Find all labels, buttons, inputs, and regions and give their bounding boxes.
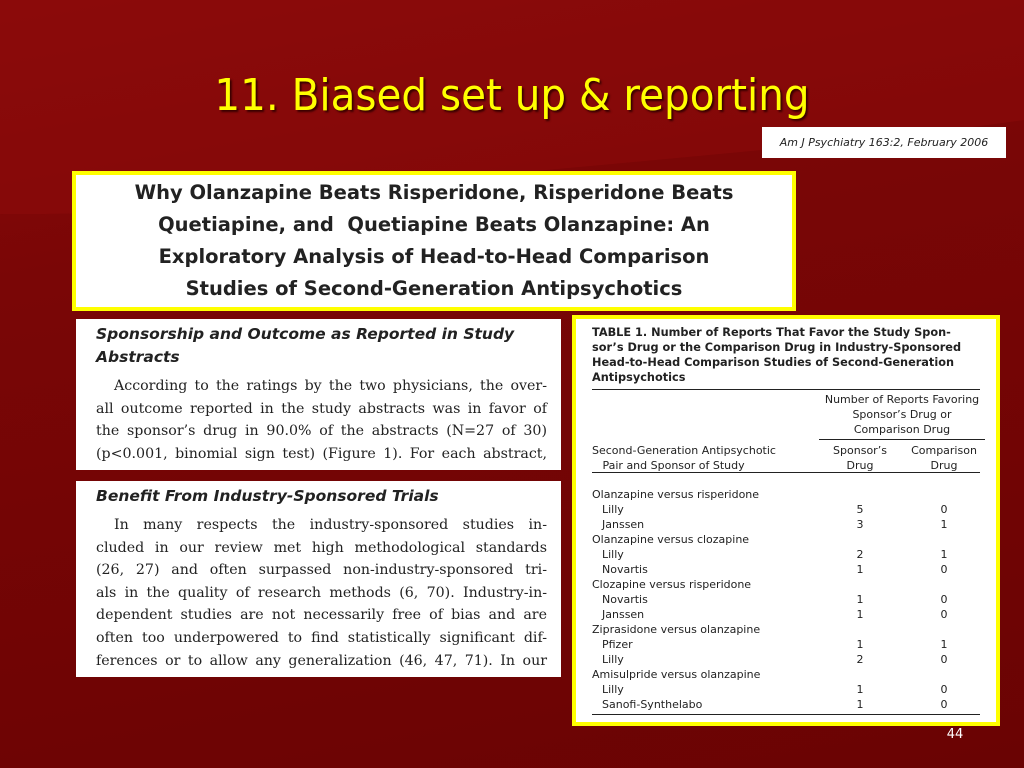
table-row (592, 547, 980, 562)
table-row (592, 607, 980, 622)
sponsor-label: Lilly (602, 653, 624, 666)
drug-pair-label: Olanzapine versus clozapine (592, 533, 750, 546)
article-title-line: Studies of Second-Generation Antipsychotics (185, 277, 683, 300)
comparison-drug-count: 0 (940, 698, 948, 711)
column-header-line: Sponsor’s (833, 444, 887, 457)
sponsor-drug-count: 1 (856, 608, 864, 621)
comparison-drug-count: 1 (940, 638, 948, 651)
table-row (592, 622, 980, 637)
table-row (592, 502, 980, 517)
table-bottom-rule (592, 714, 980, 715)
excerpt-body (96, 375, 547, 465)
slide-title: 11. Biased set up & reporting (214, 70, 810, 121)
comparison-drug-count: 0 (940, 503, 948, 516)
table-row (592, 682, 980, 697)
sponsor-label: Lilly (602, 503, 624, 516)
article-title-line: Exploratory Analysis of Head-to-Head Comparison (158, 245, 710, 268)
excerpt-body-line: According to the ratings by the two physicians, the over- (114, 378, 547, 394)
sponsor-drug-count: 2 (856, 548, 864, 561)
table-row (592, 652, 980, 667)
sponsor-drug-count: 1 (856, 593, 864, 606)
row-header (592, 443, 776, 473)
table-header (592, 390, 980, 472)
excerpt-body-line: dependent studies are not necessarily free of bias and are (96, 607, 547, 624)
excerpt-heading-line: Benefit From Industry-Sponsored Trials (96, 487, 439, 505)
table-row (592, 592, 980, 607)
excerpt-sponsorship-outcome (76, 319, 561, 470)
table-figure (572, 315, 1000, 726)
excerpt-heading (96, 485, 547, 508)
article-title-line: Why Olanzapine Beats Risperidone, Risperidone Beats (134, 181, 734, 204)
table-row (592, 667, 980, 682)
column-header-line: Drug (930, 459, 958, 472)
excerpt-body-line: all outcome reported in the study abstracts was in favor of (96, 400, 547, 417)
column-group-header (819, 392, 985, 437)
excerpt-body (96, 514, 547, 672)
table-caption-line: TABLE 1. Number of Reports That Favor the Study Spon- (592, 326, 951, 339)
column-header-comparison-drug (903, 443, 985, 473)
comparison-drug-count: 0 (940, 683, 948, 696)
excerpt-body-line: als in the quality of research methods (6, 70). Industry-in- (96, 584, 547, 601)
excerpt-industry-benefit (76, 481, 561, 677)
column-group-header-line: Number of Reports Favoring (824, 393, 980, 406)
comparison-drug-count: 0 (940, 593, 948, 606)
column-header-sponsor-drug (819, 443, 901, 473)
sponsor-label: Janssen (602, 518, 645, 531)
column-header-line: Drug (846, 459, 874, 472)
excerpt-body-line: cluded in our review met high methodological standards (96, 539, 547, 556)
column-group-rule (819, 439, 985, 440)
table-caption-line: Antipsychotics (592, 371, 686, 384)
table-row (592, 487, 980, 502)
sponsor-drug-count: 1 (856, 683, 864, 696)
article-title-box (72, 171, 796, 311)
sponsor-label: Novartis (602, 593, 648, 606)
column-group-header-line: Sponsor’s Drug or (852, 408, 952, 421)
row-header-line: Second-Generation Antipsychotic (592, 444, 776, 457)
sponsor-drug-count: 1 (856, 638, 864, 651)
drug-pair-label: Olanzapine versus risperidone (592, 488, 760, 501)
sponsor-label: Novartis (602, 563, 648, 576)
comparison-drug-count: 1 (940, 548, 948, 561)
sponsor-label: Pfizer (602, 638, 633, 651)
table-caption-line: sor’s Drug or the Comparison Drug in Industry-Sponsored (592, 341, 962, 354)
sponsor-label: Lilly (602, 683, 624, 696)
comparison-drug-count: 0 (940, 608, 948, 621)
journal-citation: Am J Psychiatry 163:2, February 2006 (762, 127, 1006, 158)
row-header-line: Pair and Sponsor of Study (592, 459, 745, 472)
excerpt-heading-line: Abstracts (96, 348, 180, 366)
excerpt-heading (96, 323, 547, 369)
drug-pair-label: Ziprasidone versus olanzapine (592, 623, 761, 636)
column-header-line: Comparison (911, 444, 977, 457)
excerpt-body-line: (26, 27) and often surpassed non-industry-sponsored tri- (96, 562, 547, 579)
excerpt-body-line: ferences or to allow any generalization (46, 47, 71). In our (96, 652, 547, 669)
excerpt-heading-line: Sponsorship and Outcome as Reported in Study (96, 325, 515, 343)
sponsor-label: Janssen (602, 608, 645, 621)
table-body (592, 487, 980, 712)
table-row (592, 697, 980, 712)
excerpt-body-line: (p<0.001, binomial sign test) (Figure 1). For each abstract, (96, 445, 547, 462)
table-caption (592, 325, 980, 385)
sponsor-label: Sanofi-Synthelabo (602, 698, 703, 711)
sponsor-label: Lilly (602, 548, 624, 561)
drug-pair-label: Amisulpride versus olanzapine (592, 668, 761, 681)
sponsor-drug-count: 5 (856, 503, 864, 516)
article-title-line: Quetiapine, and Quetiapine Beats Olanzapine: An (158, 213, 710, 236)
table-row (592, 577, 980, 592)
table-row (592, 517, 980, 532)
comparison-drug-count: 0 (940, 653, 948, 666)
comparison-drug-count: 1 (940, 518, 948, 531)
table-caption-line: Head-to-Head Comparison Studies of Second-Generation (592, 356, 955, 369)
slide-number: 44 (946, 727, 964, 742)
column-group-header-line: Comparison Drug (853, 423, 951, 436)
table-row (592, 562, 980, 577)
sponsor-drug-count: 1 (856, 563, 864, 576)
excerpt-body-line: often too underpowered to find statistically significant dif- (96, 629, 547, 646)
table-row (592, 637, 980, 652)
article-title (135, 177, 734, 305)
drug-pair-label: Clozapine versus risperidone (592, 578, 752, 591)
table-row (592, 532, 980, 547)
sponsor-drug-count: 1 (856, 698, 864, 711)
sponsor-drug-count: 2 (856, 653, 864, 666)
excerpt-body-line: the sponsor’s drug in 90.0% of the abstracts (N=27 of 30) (96, 423, 547, 440)
comparison-drug-count: 0 (940, 563, 948, 576)
excerpt-body-line: In many respects the industry-sponsored studies in- (114, 517, 547, 533)
sponsor-drug-count: 3 (856, 518, 864, 531)
